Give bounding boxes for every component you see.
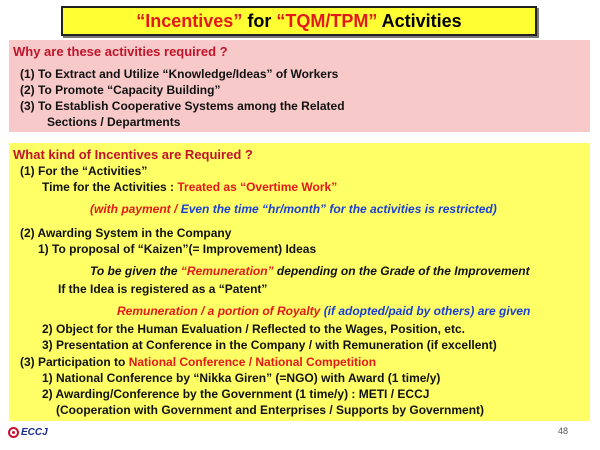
title-for: for — [242, 11, 277, 31]
royalty-blue: (if adopted/paid by others) are given — [323, 304, 531, 318]
payment-note-red: (with payment / — [90, 202, 181, 216]
title-incentives: “Incentives” — [136, 11, 243, 31]
eccj-logo — [8, 425, 48, 439]
royalty-red: Remuneration / a portion of Royalty — [117, 304, 324, 318]
page-number: 48 — [558, 426, 569, 436]
title-activities: Activities — [377, 11, 462, 31]
title-tqm-tpm: “TQM/TPM” — [276, 11, 378, 31]
cooperation-note: (Cooperation with Government and Enterprises / Supports by Government) — [56, 403, 485, 417]
participation-label: (3) Participation to — [20, 355, 129, 369]
time-label: Time for the Activities : — [42, 180, 178, 194]
remuneration-note-c: depending on the Grade of the Improvement — [273, 264, 530, 278]
human-evaluation: 2) Object for the Human Evaluation / Reflected to the Wages, Position, etc. — [42, 322, 465, 336]
remuneration-note-a: To be given the — [90, 264, 181, 278]
nikka-giren-conference: 1) National Conference by “Nikka Giren” (=NGO) with Award (1 time/y) — [42, 371, 441, 385]
why-heading: Why are these activities required ? — [13, 44, 228, 59]
participation-value: National Conference / National Competition — [128, 355, 377, 369]
why-item-2: (2) To Promote “Capacity Building” — [20, 83, 221, 97]
time-value: Treated as “Overtime Work” — [177, 180, 338, 194]
slide-title — [61, 6, 537, 36]
incentives-heading: What kind of Incentives are Required ? — [13, 147, 253, 162]
item-awarding-system: (2) Awarding System in the Company — [20, 226, 232, 240]
eccj-logo-icon — [8, 427, 19, 438]
conference-presentation: 3) Presentation at Conference in the Company / with Remuneration (if excellent) — [42, 338, 497, 352]
remuneration-note-b: “Remuneration” — [180, 264, 274, 278]
item-activities: (1) For the “Activities” — [20, 164, 148, 178]
item-participation — [20, 355, 376, 369]
eccj-logo-text: ECCJ — [21, 426, 48, 438]
government-awarding: 2) Awarding/Conference by the Government (1 time/y) : METI / ECCJ — [42, 387, 430, 401]
time-for-activities — [42, 180, 337, 194]
why-item-3: (3) To Establish Cooperative Systems among the Related — [20, 99, 345, 113]
why-item-3-cont: Sections / Departments — [47, 115, 181, 129]
kaizen-proposal: 1) To proposal of “Kaizen”(= Improvement) Ideas — [38, 242, 317, 256]
remuneration-note — [90, 264, 530, 278]
payment-note-blue: Even the time “hr/month” for the activities is restricted) — [180, 202, 497, 216]
royalty-line — [117, 304, 530, 318]
payment-note — [90, 202, 497, 216]
patent-line: If the Idea is registered as a “Patent” — [58, 282, 268, 296]
why-item-1: (1) To Extract and Utilize “Knowledge/Ideas” of Workers — [20, 67, 339, 81]
